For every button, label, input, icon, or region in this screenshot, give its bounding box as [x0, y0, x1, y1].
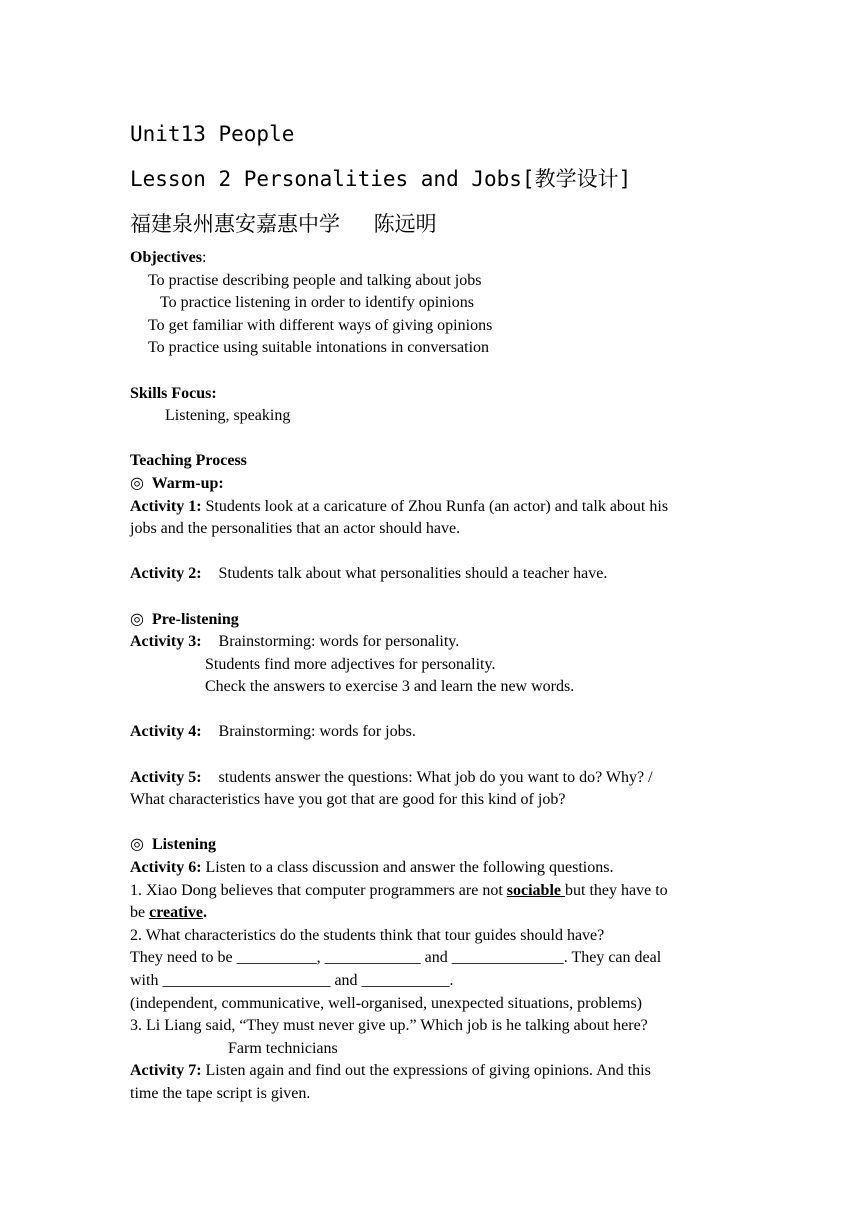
objective-item: To practice using suitable intonations in conversation — [148, 339, 490, 357]
objectives-heading: Objectives: — [130, 249, 207, 266]
activity-5: Activity 5: students answer the questions: What job do you want to do? Why? / — [130, 768, 653, 786]
activity-5-cont: What characteristics have you got that are good for this kind of job? — [130, 791, 566, 809]
bullet-icon: ◎ — [130, 610, 144, 628]
objective-item: To practice listening in order to identify opinions — [160, 294, 474, 312]
objective-item: To get familiar with different ways of giving opinions — [148, 316, 493, 334]
question-2: 2. What characteristics do the students think that tour guides should have? — [130, 926, 605, 944]
question-2-hint: (independent, communicative, well-organised, unexpected situations, problems) — [130, 994, 643, 1012]
question-3-answer: Farm technicians — [228, 1039, 338, 1057]
activity-1-cont: jobs and the personalities that an actor should have. — [130, 520, 461, 538]
activity-6: Activity 6: Listen to a class discussion and answer the following questions. — [130, 859, 614, 877]
activity-3: Activity 3: Brainstorming: words for personality. — [130, 633, 460, 651]
prelistening-heading: ◎ Pre-listening — [130, 610, 239, 628]
objective-item: To practise describing people and talking about jobs — [148, 271, 482, 289]
question-2-blanks: They need to be __________, ____________ and ______________. They can deal — [130, 949, 662, 967]
listening-heading: ◎ Listening — [130, 836, 216, 854]
lesson-title: Lesson 2 Personalities and Jobs[教学设计] — [130, 167, 632, 191]
warmup-heading: ◎ Warm-up: — [130, 474, 224, 492]
skills-text: Listening, speaking — [165, 407, 291, 425]
skills-heading: Skills Focus: — [130, 384, 217, 402]
document-page — [130, 112, 730, 1106]
question-2-blanks-cont: with _____________________ and ___________. — [130, 972, 454, 989]
activity-3-line3: Check the answers to exercise 3 and learn the new words. — [205, 678, 575, 696]
activity-2: Activity 2: Students talk about what personalities should a teacher have. — [130, 565, 608, 583]
bullet-icon: ◎ — [130, 836, 144, 854]
activity-7: Activity 7: Listen again and find out the expressions of giving opinions. And this — [130, 1062, 651, 1080]
question-1-cont: be creative. — [130, 904, 207, 922]
author-line: 福建泉州惠安嘉惠中学 陈远明 — [130, 212, 437, 236]
activity-3-line2: Students find more adjectives for personality. — [205, 655, 496, 673]
activity-1: Activity 1: Students look at a caricature of Zhou Runfa (an actor) and talk about his — [130, 497, 669, 515]
question-3: 3. Li Liang said, “They must never give up.” Which job is he talking about here? — [130, 1017, 648, 1035]
activity-4: Activity 4: Brainstorming: words for jobs. — [130, 723, 416, 741]
process-heading: Teaching Process — [130, 452, 247, 470]
activity-7-cont: time the tape script is given. — [130, 1084, 311, 1102]
answer-word: sociable — [506, 881, 565, 899]
unit-title: Unit13 People — [130, 122, 295, 146]
bullet-icon: ◎ — [130, 474, 144, 492]
answer-word: creative — [149, 904, 203, 922]
question-1: 1. Xiao Dong believes that computer programmers are not sociable but they have to — [130, 881, 668, 899]
